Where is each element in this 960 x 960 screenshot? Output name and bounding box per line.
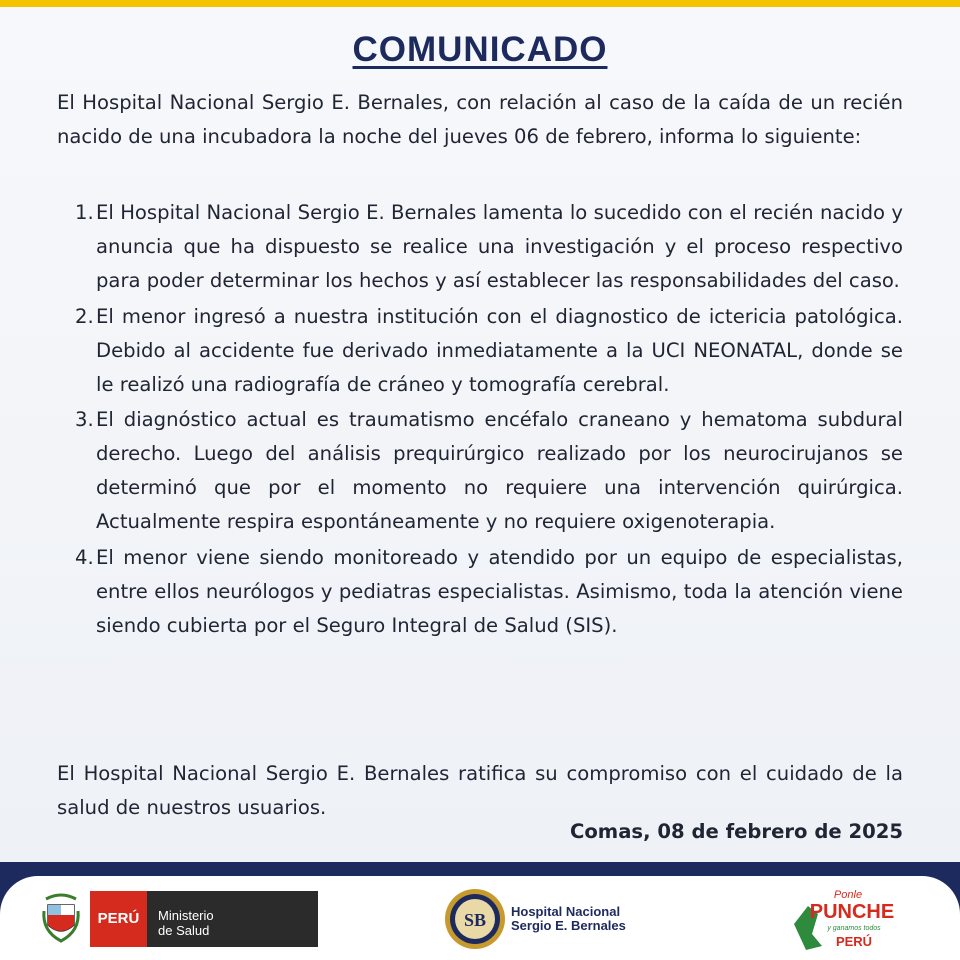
peru-coat-of-arms-icon: [40, 891, 82, 943]
closing-paragraph: El Hospital Nacional Sergio E. Bernales ratifica su compromiso con el cuidado de la salud de nuestros usuarios.: [57, 762, 903, 819]
punche-line-1: Ponle: [833, 889, 863, 901]
punche-line-2: PUNCHE: [809, 901, 895, 923]
list-item: [57, 403, 903, 539]
list-item-number: 1.: [75, 201, 94, 224]
hospital-name-line-1: Hospital Nacional: [511, 904, 621, 919]
list-item-text: El diagnóstico actual es traumatismo encéfalo craneano y hematoma subdural derecho. Luego del análisis prequirúrgico realizado por los neurocirujanos se determinó que por el momento no requiere una intervención quirúrgica. Actualmente respira espontáneamente y no requiere oxigenoterapia.: [96, 408, 903, 533]
ministerio-line-2: de Salud: [158, 923, 210, 938]
punche-line-3: y ganamos todos: [827, 925, 881, 932]
hospital-seal-initials: SB: [463, 910, 487, 930]
list-item: [57, 300, 903, 402]
list-item-number: 2.: [75, 304, 94, 328]
list-item-text: El menor ingresó a nuestra institución con el diagnostico de ictericia patológica. Debido al accidente fue derivado inmediatamente a la UCI NEONATAL, donde se le realizó una radiografía de cráneo y tomografía cerebral.: [96, 304, 903, 396]
ministerio-label: [158, 908, 214, 938]
numbered-list: [57, 196, 903, 644]
list-item: [57, 196, 903, 298]
place-date-signature: Comas, 08 de febrero de 2025: [569, 820, 903, 843]
list-item: [57, 541, 903, 643]
top-accent-bar: [0, 0, 960, 7]
hospital-name-label: [511, 905, 626, 933]
list-item-text: El menor viene siendo monitoreado y atendido por un equipo de especialistas, entre ellos neurólogos y pediatras especialistas. Asimismo, toda la atención viene siendo cubierta por el Seguro Integral de Salud (SIS).: [96, 545, 903, 637]
hospital-seal-icon: [444, 888, 506, 950]
document-title: COMUNICADO: [352, 30, 608, 69]
punche-line-4: PERÚ: [835, 934, 873, 949]
hospital-name-line-2: Sergio E. Bernales: [511, 918, 626, 933]
ministerio-line-1: Ministerio: [158, 908, 214, 923]
list-item-text: El Hospital Nacional Sergio E. Bernales lamenta lo sucedido con el recién nacido y anuncia que ha dispuesto se realice una investigación y el proceso respectivo para poder determinar los hechos y así establecer las responsabilidades del caso.: [96, 201, 903, 292]
intro-paragraph: El Hospital Nacional Sergio E. Bernales, con relación al caso de la caída de un recién nacido de una incubadora la noche del jueves 06 de febrero, informa lo siguiente:: [57, 91, 903, 148]
list-item-number: 3.: [75, 408, 94, 431]
list-item-number: 4.: [75, 545, 94, 569]
peru-brand-label: PERÚ: [90, 891, 147, 947]
ponle-punche-logo: [788, 884, 898, 954]
